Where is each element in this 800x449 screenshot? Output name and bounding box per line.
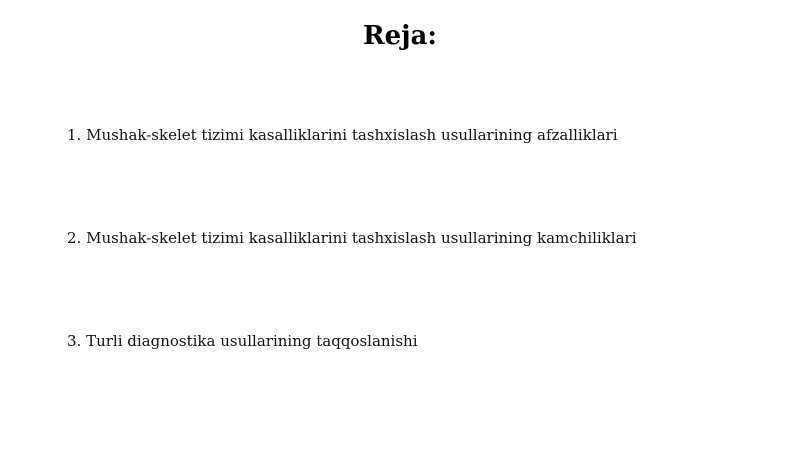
slide-title: Reja: xyxy=(362,21,437,51)
plan-item-2: 2. Mushak-skelet tizimi kasalliklarini tashxislash usullarining kamchiliklari xyxy=(67,229,637,247)
plan-item-1: 1. Mushak-skelet tizimi kasalliklarini tashxislash usullarining afzalliklari xyxy=(67,126,618,144)
plan-item-3: 3. Turli diagnostika usullarining taqqoslanishi xyxy=(67,332,418,350)
